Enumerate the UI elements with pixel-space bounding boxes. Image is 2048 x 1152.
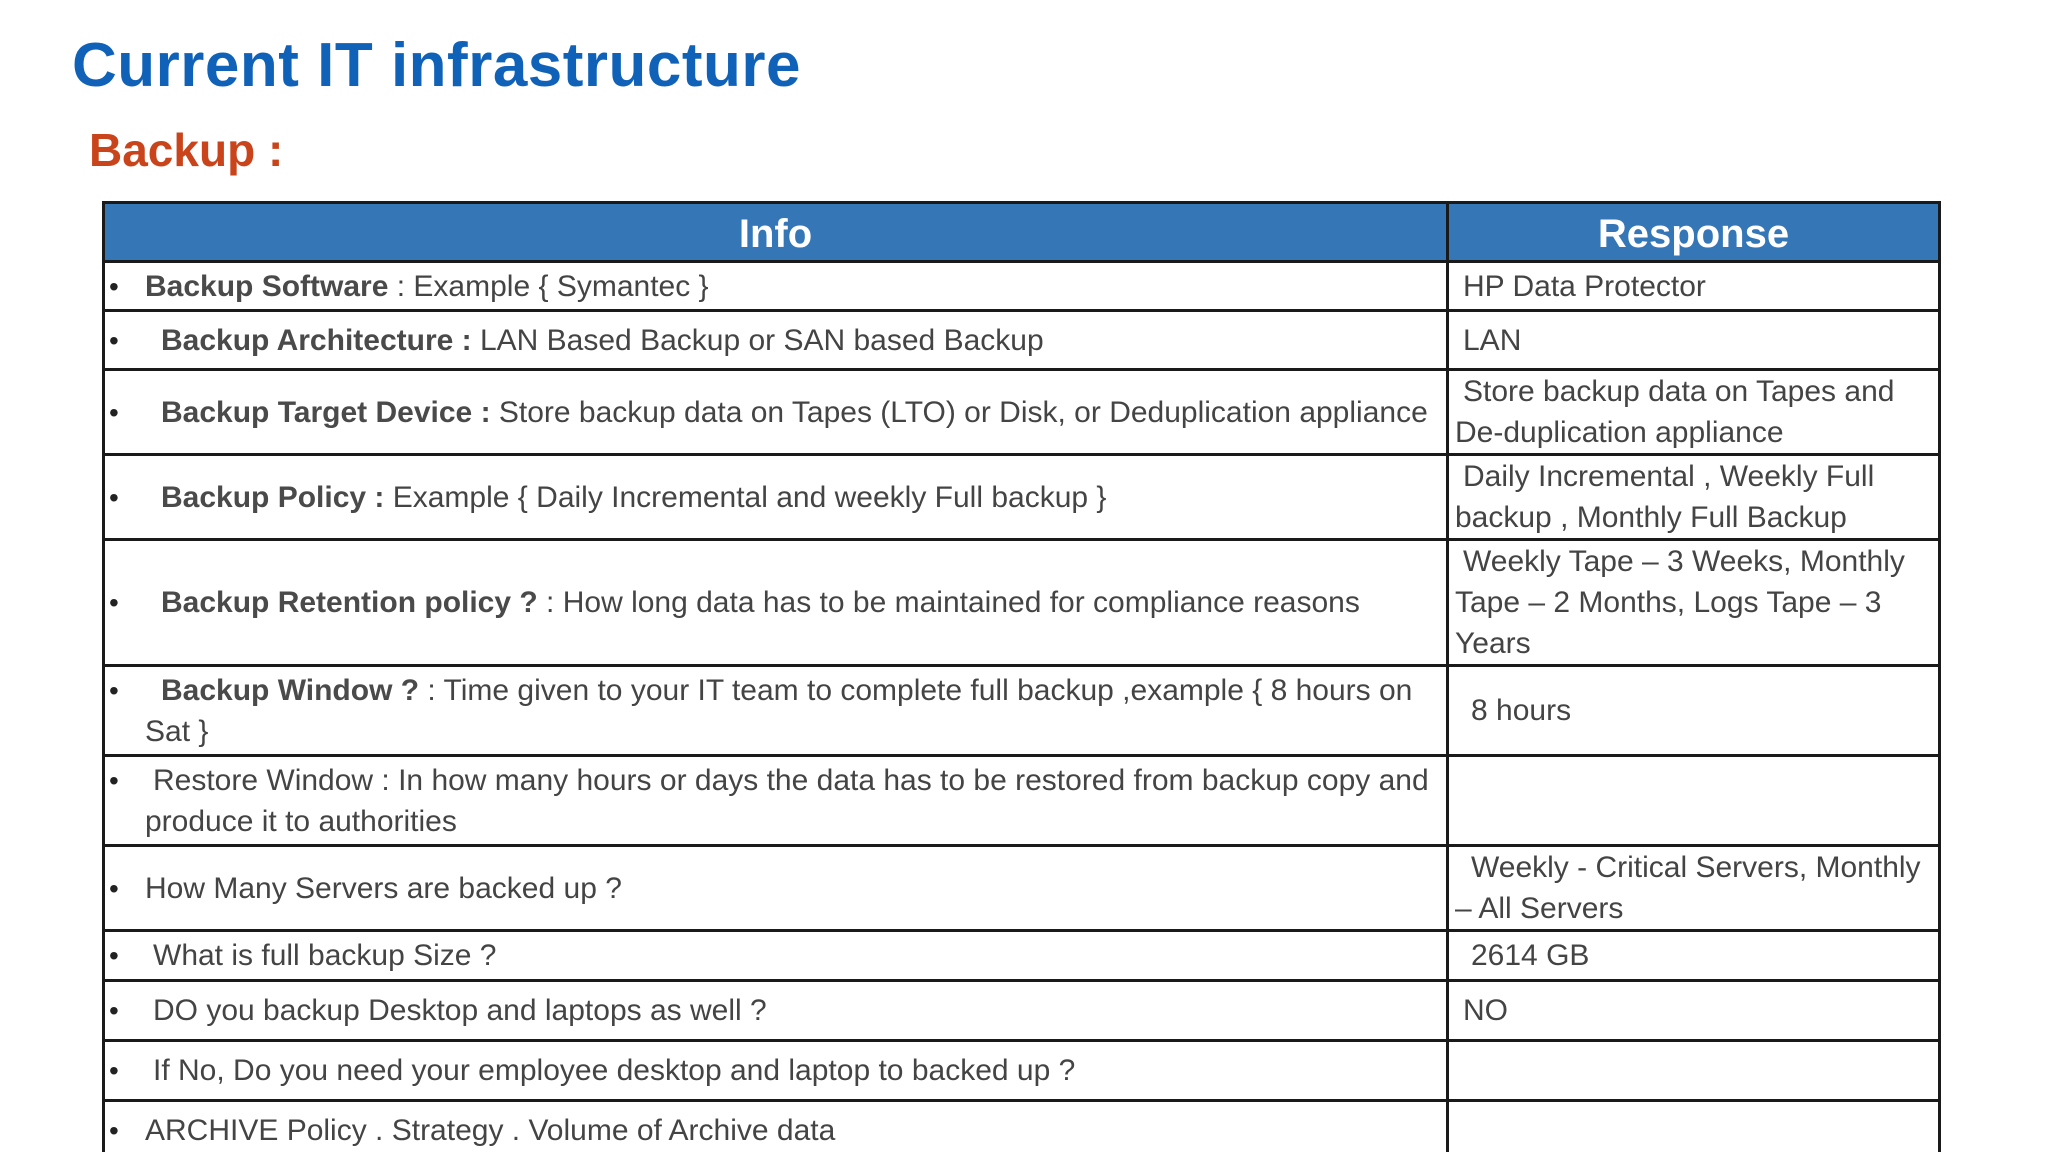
header-info: Info: [104, 203, 1448, 262]
header-response: Response: [1448, 203, 1940, 262]
info-label: Backup Target Device :: [161, 395, 491, 429]
bullet-icon: •: [109, 587, 119, 618]
info-cell: [104, 455, 1448, 540]
bullet-icon: •: [109, 1055, 119, 1086]
response-text: 8 hours: [1471, 694, 1572, 727]
bullet-icon: •: [109, 396, 119, 428]
table-row: [104, 1041, 1940, 1101]
table-row: [104, 455, 1940, 540]
table-header-row: [104, 203, 1940, 262]
info-cell: [104, 846, 1448, 931]
info-text: LAN Based Backup or SAN based Backup: [471, 323, 1044, 357]
response-cell: [1448, 981, 1940, 1041]
info-label: Backup Policy :: [161, 480, 385, 514]
info-cell: [104, 311, 1448, 370]
table-row: [104, 846, 1940, 931]
info-text: Restore Window : In how many hours or days the data has to be restored from backup copy and produce it to authorities: [145, 763, 1429, 838]
bullet-icon: •: [109, 872, 119, 904]
bullet-icon: •: [109, 995, 119, 1026]
info-cell: [104, 756, 1448, 846]
response-cell: [1448, 1041, 1940, 1101]
response-cell: [1448, 370, 1940, 455]
bullet-icon: •: [109, 324, 119, 356]
bullet-icon: •: [109, 764, 119, 796]
info-label: Backup Retention policy ?: [161, 586, 538, 619]
response-cell: [1448, 455, 1940, 540]
info-text: If No, Do you need your employee desktop and laptop to backed up ?: [153, 1054, 1076, 1087]
table-row: [104, 981, 1940, 1041]
response-text: 2614 GB: [1471, 939, 1590, 972]
info-label: Backup Software: [145, 269, 389, 303]
info-cell: [104, 370, 1448, 455]
response-cell: [1448, 666, 1940, 756]
response-text: [1455, 1114, 1463, 1147]
table-row: [104, 311, 1940, 370]
info-text: : How long data has to be maintained for compliance reasons: [537, 586, 1360, 619]
response-cell: [1448, 846, 1940, 931]
info-text: How Many Servers are backed up ?: [145, 871, 622, 905]
response-cell: [1448, 756, 1940, 846]
section-subtitle: Backup :: [89, 124, 284, 176]
info-text: Example { Daily Incremental and weekly Full backup }: [384, 480, 1107, 514]
response-cell: [1448, 311, 1940, 370]
slide-title: Current IT infrastructure: [72, 31, 802, 100]
table-row: [104, 262, 1940, 311]
info-text: : Time given to your IT team to complete full backup ,example { 8 hours on Sat }: [145, 673, 1413, 748]
info-cell: [104, 931, 1448, 981]
response-text: Daily Incremental , Weekly Full backup , Monthly Full Backup: [1455, 460, 1875, 534]
info-text: DO you backup Desktop and laptops as well ?: [153, 994, 767, 1027]
table-row: [104, 931, 1940, 981]
backup-info-table: [102, 201, 1941, 1152]
bullet-icon: •: [109, 940, 119, 971]
bullet-icon: •: [109, 270, 119, 302]
bullet-icon: •: [109, 481, 119, 513]
bullet-icon: •: [109, 1115, 119, 1146]
response-text: [1455, 784, 1471, 817]
response-text: [1455, 1054, 1463, 1087]
response-text: Store backup data on Tapes and De-duplication appliance: [1455, 375, 1895, 449]
info-text: What is full backup Size ?: [153, 939, 497, 972]
response-text: Weekly - Critical Servers, Monthly – All Servers: [1455, 851, 1921, 925]
table-row: [104, 666, 1940, 756]
response-text: LAN: [1463, 323, 1522, 357]
info-cell: [104, 1041, 1448, 1101]
info-label: Backup Window ?: [161, 673, 420, 707]
info-text: ARCHIVE Policy . Strategy . Volume of Archive data: [145, 1114, 836, 1147]
response-cell: [1448, 1101, 1940, 1152]
info-cell: [104, 262, 1448, 311]
table-row: [104, 756, 1940, 846]
info-text: : Example { Symantec }: [388, 269, 709, 303]
info-cell: [104, 1101, 1448, 1152]
response-text: NO: [1463, 994, 1508, 1027]
response-text: HP Data Protector: [1463, 269, 1706, 303]
info-cell: [104, 981, 1448, 1041]
info-cell: [104, 540, 1448, 666]
response-cell: [1448, 931, 1940, 981]
info-label: Backup Architecture :: [161, 323, 472, 357]
table-row: [104, 370, 1940, 455]
response-cell: [1448, 262, 1940, 311]
info-text: Store backup data on Tapes (LTO) or Disk, or Deduplication appliance: [490, 395, 1428, 429]
response-cell: [1448, 540, 1940, 666]
bullet-icon: •: [109, 674, 119, 706]
table-row: [104, 1101, 1940, 1152]
table-row: [104, 540, 1940, 666]
info-cell: [104, 666, 1448, 756]
response-text: Weekly Tape – 3 Weeks, Monthly Tape – 2 Months, Logs Tape – 3 Years: [1455, 545, 1905, 660]
